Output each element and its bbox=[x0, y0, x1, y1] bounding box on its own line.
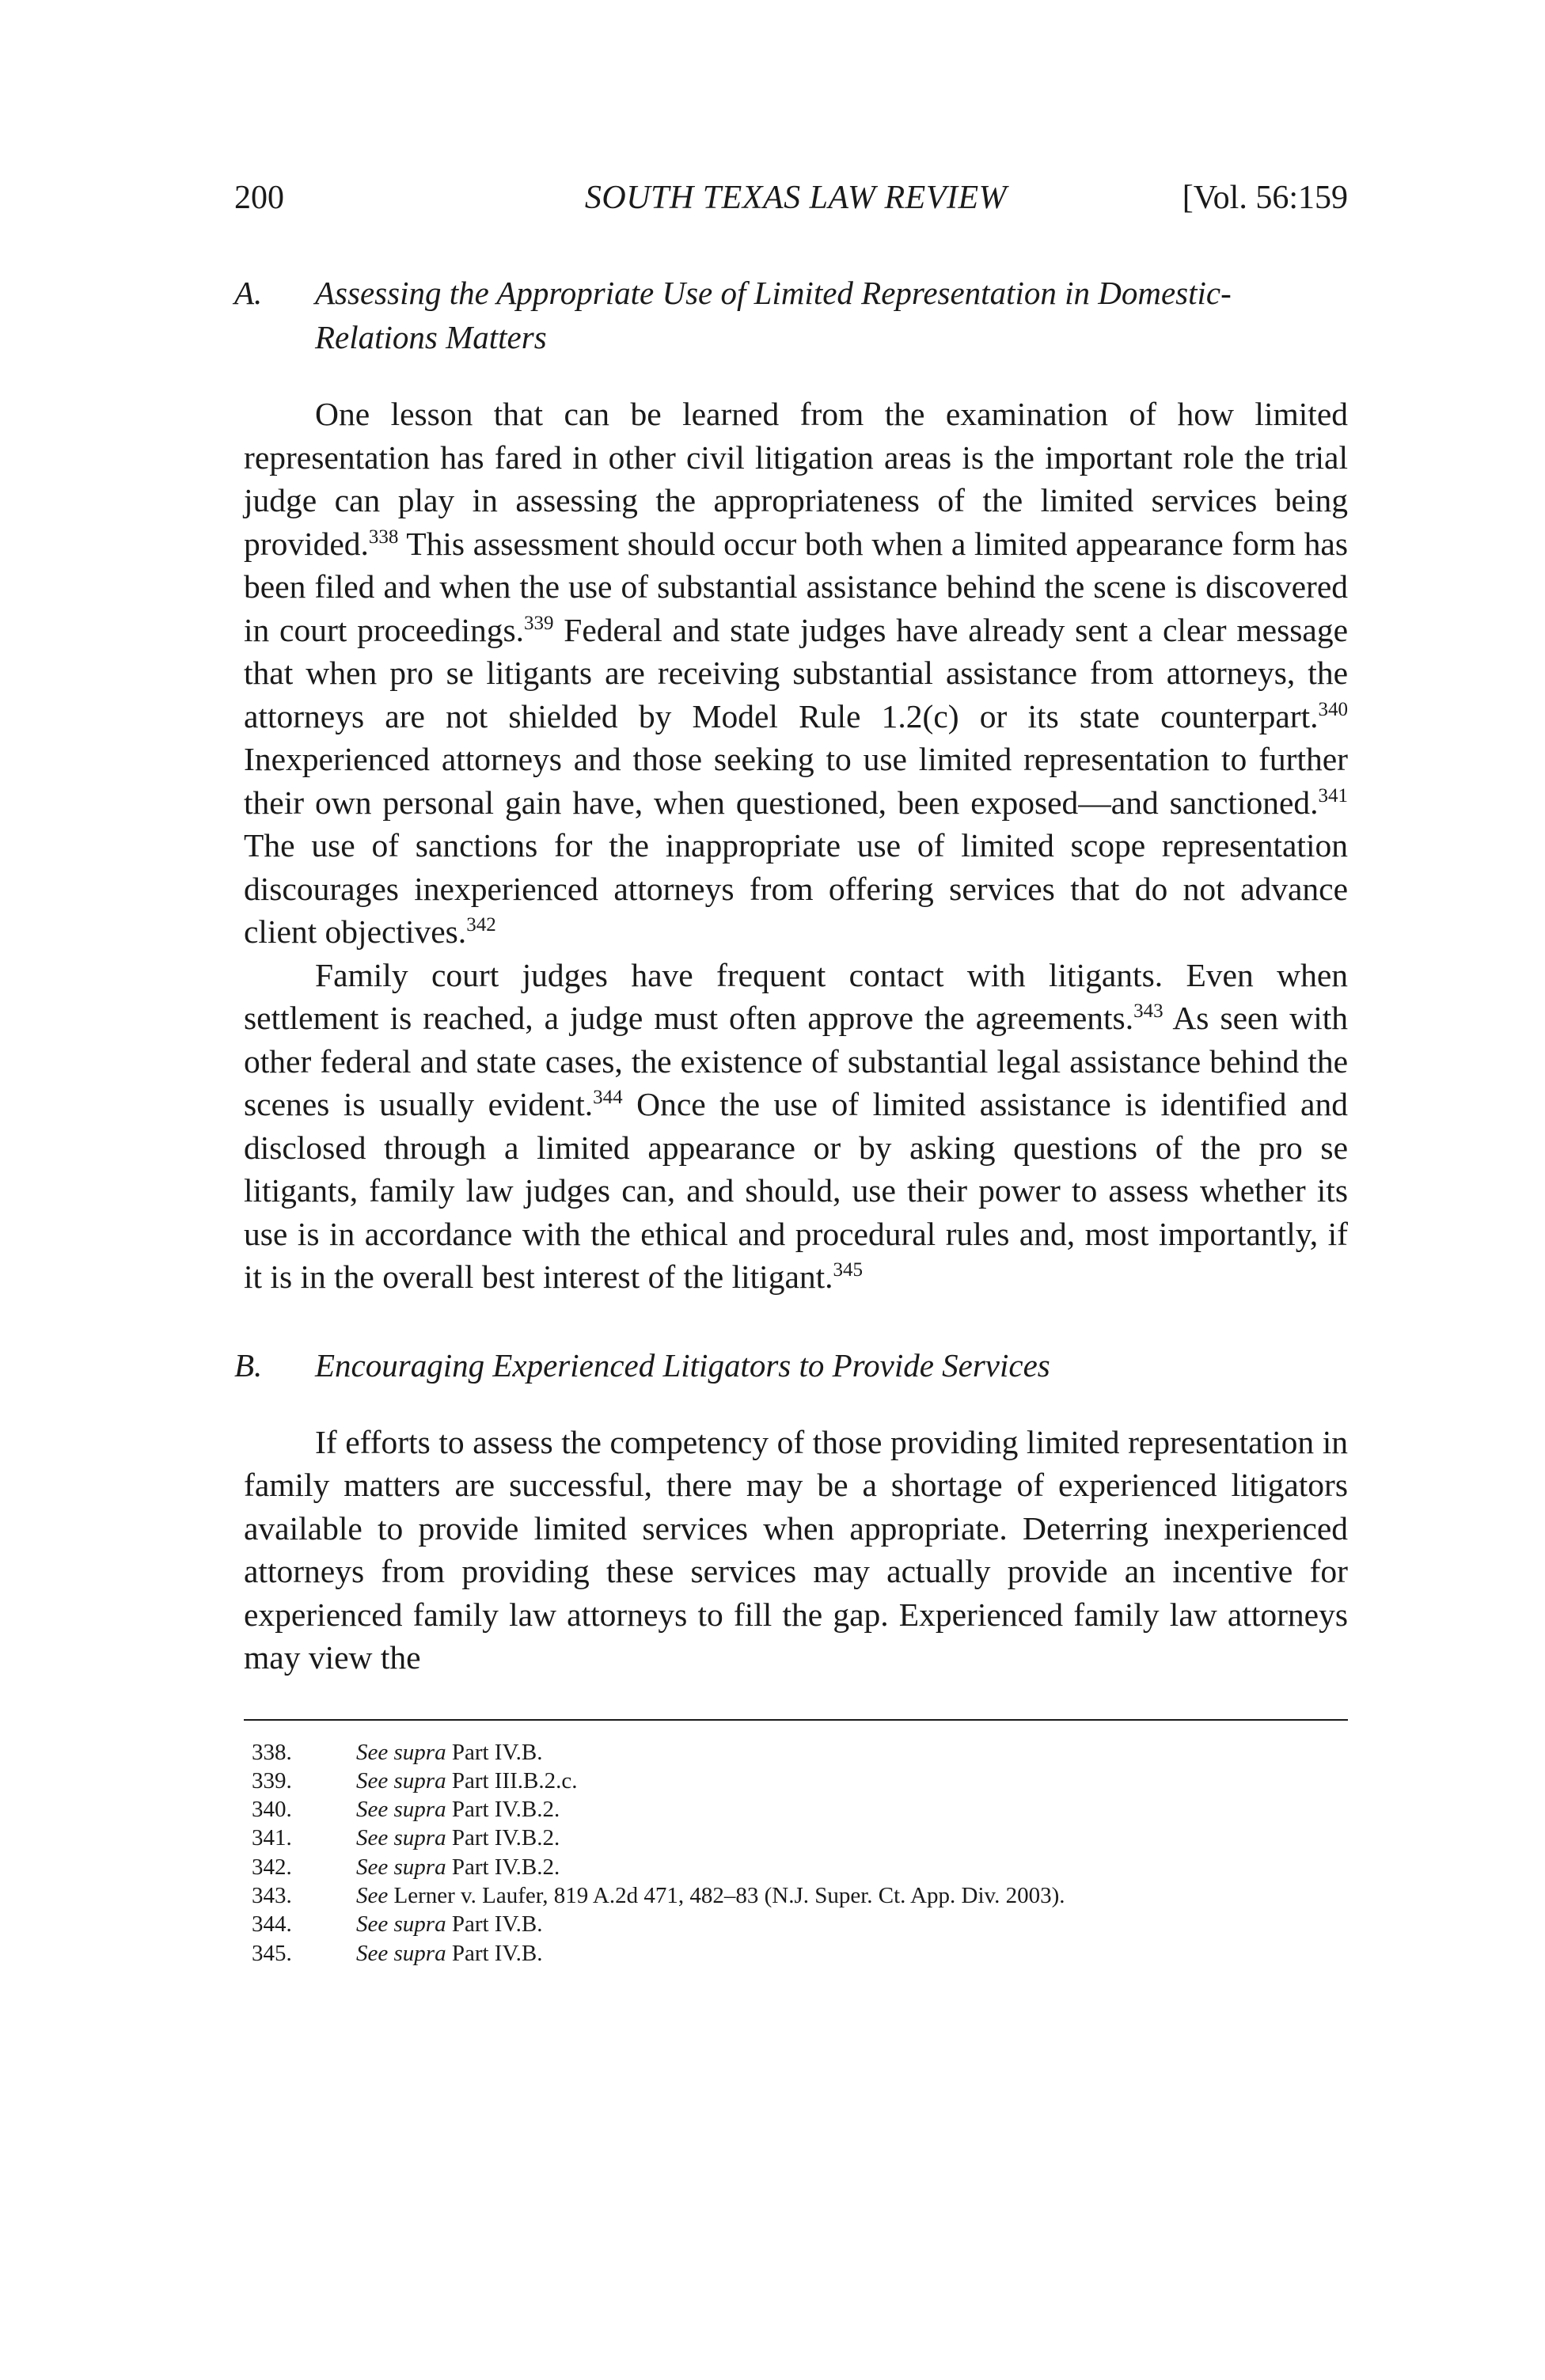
paragraph-text: Federal and state judges have already sent a clear message that when pro se litigants are receiving substantial assistance from attorneys, the attorneys are not shielded by Model Rule 1.2(c) or its state counterpart. bbox=[244, 611, 1348, 734]
footnote-number: 339. bbox=[252, 1767, 292, 1794]
footnote-reference[interactable]: 344 bbox=[593, 1087, 623, 1108]
paragraph-text: Once the use of limited assistance is identified and disclosed through a limited appearance or by asking questions of the pro se litigants, family law judges can, and should, use their power to assess whether its use is in accordance with the ethical and procedural rules and, most importantly, if it is in the overall best interest of the litigant. bbox=[244, 1086, 1348, 1295]
section-a-paragraph bbox=[244, 954, 1348, 1299]
footnote-item bbox=[244, 1853, 1348, 1881]
footnote-signal: See supra bbox=[356, 1854, 446, 1880]
paragraph-text: As seen with other federal and state cases, the existence of substantial legal assistance behind the scenes is usually evident. bbox=[244, 1000, 1349, 1122]
footnote-signal: See bbox=[356, 1882, 389, 1908]
footnote-reference[interactable]: 339 bbox=[524, 612, 554, 634]
volume-citation: [Vol. 56:159 bbox=[1182, 180, 1348, 216]
running-head bbox=[234, 174, 1348, 222]
footnote-text: Part IV.B.2. bbox=[446, 1797, 560, 1823]
footnote-number: 345. bbox=[252, 1940, 292, 1966]
document-page bbox=[234, 174, 1349, 1968]
section-b-paragraph bbox=[244, 1421, 1348, 1680]
paragraph-text: The use of sanctions for the inappropriate use of limited scope representation discourages inexperienced attorneys from offering services that do not advance client objectives. bbox=[244, 827, 1348, 950]
footnote-text: Lerner v. Laufer, 819 A.2d 471, 482–83 (N.J. Super. Ct. App. Div. 2003). bbox=[388, 1882, 1065, 1908]
footnote-reference[interactable]: 343 bbox=[1133, 1000, 1163, 1022]
footnote-text: Part IV.B. bbox=[446, 1911, 543, 1938]
footnote-text: Part IV.B. bbox=[446, 1940, 543, 1966]
footnote-text: Part IV.B. bbox=[446, 1739, 543, 1765]
section-b-letter: B. bbox=[234, 1346, 263, 1384]
footnote-text: Part III.B.2.c. bbox=[446, 1767, 578, 1794]
footnote-text: Part IV.B.2. bbox=[446, 1854, 560, 1880]
paragraph-text: If efforts to assess the competency of those providing limited representation in family matters are successful, there may be a shortage of experienced litigators available to provide limited services when appropriate. Deterring inexperienced attorneys from providing these services may actually provide an incentive for experienced family law attorneys to fill the gap. Experienced family law attorneys may view the bbox=[244, 1423, 1348, 1676]
page-number: 200 bbox=[234, 180, 284, 216]
footnote-signal: See supra bbox=[356, 1825, 446, 1851]
footnote-number: 344. bbox=[252, 1911, 292, 1938]
paragraph-text: Inexperienced attorneys and those seeking to use limited representation to further their own personal gain have, when questioned, been exposed—and sanctioned. bbox=[244, 741, 1348, 821]
paragraph-text: This assessment should occur both when a limited appearance form has been filed and when the use of substantial assistance behind the scene is discovered in court proceedings. bbox=[244, 525, 1348, 648]
footnote-signal: See supra bbox=[356, 1739, 446, 1765]
footnote-item bbox=[244, 1824, 1348, 1852]
footnote-reference[interactable]: 340 bbox=[1318, 698, 1348, 720]
journal-title: SOUTH TEXAS LAW REVIEW bbox=[584, 180, 1008, 216]
footnote-item bbox=[244, 1738, 1348, 1767]
paragraph-text: Family court judges have frequent contact with litigants. Even when settlement is reached, a judge must often approve the agreements. bbox=[244, 956, 1348, 1036]
footnote-signal: See supra bbox=[356, 1767, 446, 1794]
footnote-number: 338. bbox=[252, 1739, 292, 1765]
section-b-title: Encouraging Experienced Litigators to Provide Services bbox=[315, 1346, 1050, 1384]
section-a-title: Assessing the Appropriate Use of Limited Representation in Domestic-Relations Matters bbox=[315, 275, 1232, 355]
footnote-signal: See supra bbox=[356, 1797, 446, 1823]
footnote-item bbox=[244, 1881, 1348, 1910]
section-a-paragraph bbox=[244, 393, 1348, 954]
footnote-reference[interactable]: 338 bbox=[368, 526, 399, 548]
footnote-item bbox=[244, 1910, 1348, 1938]
footnote-item bbox=[244, 1795, 1348, 1824]
footnote-reference[interactable]: 341 bbox=[1318, 784, 1348, 807]
footnote-signal: See supra bbox=[356, 1911, 446, 1938]
footnote-reference[interactable]: 345 bbox=[833, 1259, 864, 1281]
footnote-signal: See supra bbox=[356, 1940, 446, 1966]
footnote-item bbox=[244, 1767, 1348, 1795]
footnote-reference[interactable]: 342 bbox=[466, 914, 496, 936]
section-b-heading bbox=[234, 1343, 1348, 1387]
footnote-divider bbox=[244, 1719, 1348, 1721]
section-a-body bbox=[244, 393, 1348, 1299]
footnote-number: 340. bbox=[252, 1797, 292, 1823]
footnote-number: 341. bbox=[252, 1825, 292, 1851]
paragraph-text: One lesson that can be learned from the examination of how limited representation has fared in other civil litigation areas is the important role the trial judge can play in assessing the appropriateness of the limited services being provided. bbox=[244, 396, 1348, 562]
footnotes bbox=[244, 1738, 1348, 1968]
section-a-heading bbox=[234, 271, 1348, 359]
section-a-letter: A. bbox=[234, 275, 263, 311]
section-b-body bbox=[244, 1421, 1348, 1680]
footnote-text: Part IV.B.2. bbox=[446, 1825, 560, 1851]
footnote-item bbox=[244, 1939, 1348, 1968]
footnote-number: 343. bbox=[252, 1882, 292, 1908]
footnote-number: 342. bbox=[252, 1854, 292, 1880]
